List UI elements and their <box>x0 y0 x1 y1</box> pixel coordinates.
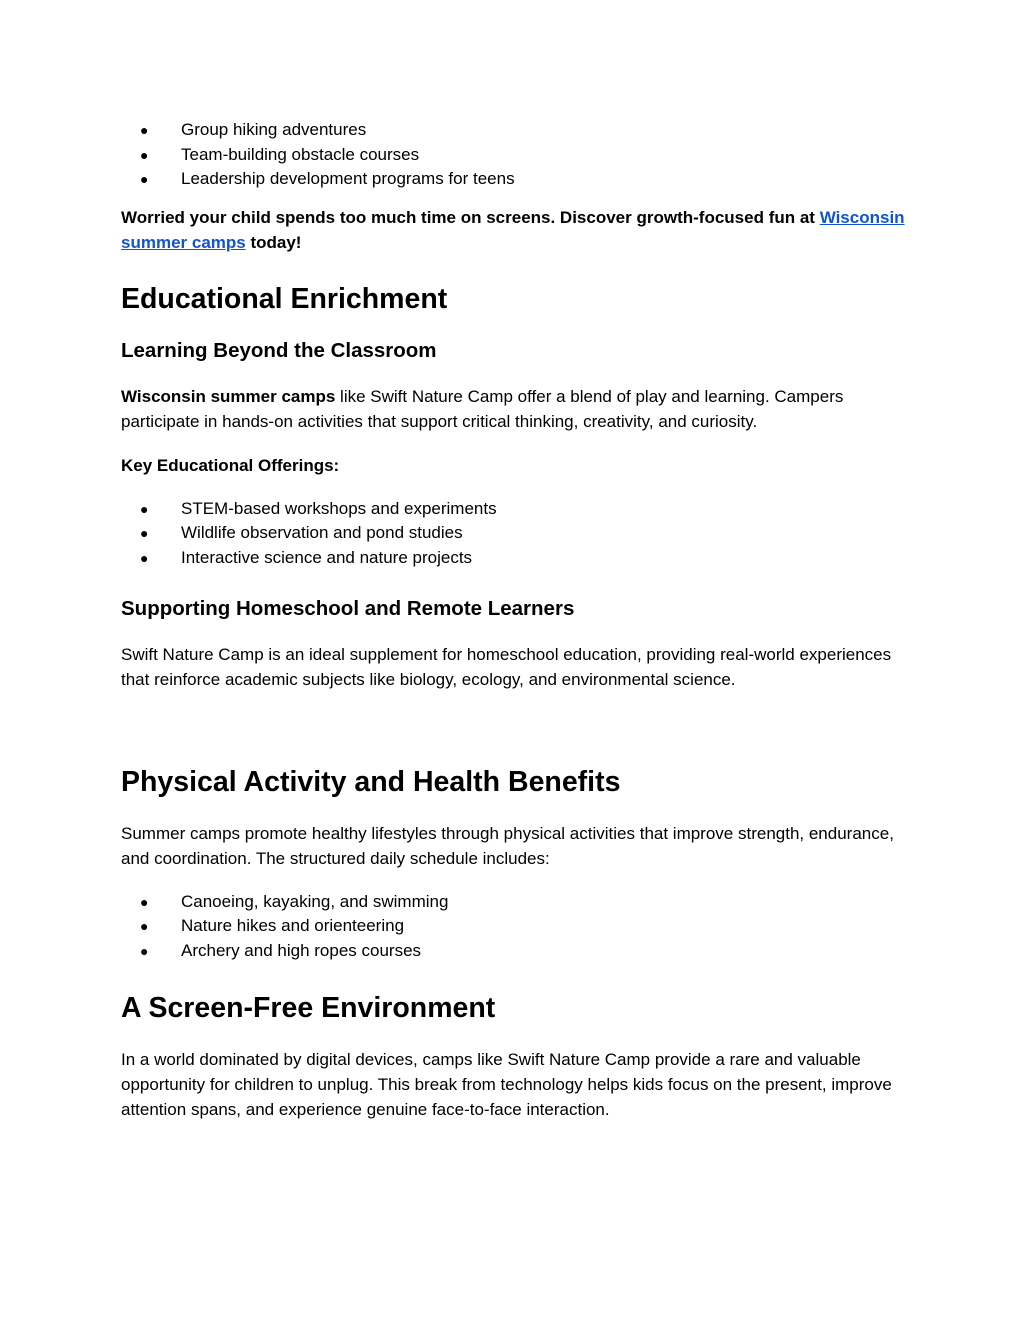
learning-beyond-classroom-heading: Learning Beyond the Classroom <box>121 338 437 362</box>
key-offerings-label: Key Educational Offerings: <box>121 455 340 475</box>
bullet-icon: ● <box>140 122 149 138</box>
bullet-icon: ● <box>140 146 149 163</box>
list-item-text: Group hiking adventures <box>181 120 367 139</box>
homeschool-paragraph: Swift Nature Camp is an ideal supplement for homeschool education, providing real-world experiences that reinforce academic subjects like biology, ecology, and environmental science. <box>121 644 892 689</box>
bullet-icon: ● <box>140 549 149 566</box>
cta-paragraph <box>121 205 921 255</box>
bullet-icon: ● <box>140 918 149 935</box>
physical-activity-heading: Physical Activity and Health Benefits <box>121 765 621 798</box>
list-item <box>121 890 921 915</box>
list-item <box>121 546 921 571</box>
list-item <box>121 118 921 143</box>
bullet-icon: ● <box>140 893 149 910</box>
learning-paragraph <box>121 384 921 434</box>
document-page <box>121 118 921 1122</box>
learning-text: like Swift Nature Camp offer a blend of play and learning. Campers participate in hands-on activities that support critical thinking, creativity, and curiosity. <box>121 386 844 431</box>
list-item-text: STEM-based workshops and experiments <box>181 498 497 518</box>
list-item-text: Leadership development programs for teens <box>181 169 515 189</box>
list-item <box>121 914 921 939</box>
physical-activity-list <box>121 890 921 964</box>
list-item <box>121 143 921 168</box>
bullet-icon: ● <box>140 500 149 517</box>
list-item-text: Interactive science and nature projects <box>181 547 473 567</box>
list-item-text: Canoeing, kayaking, and swimming <box>181 891 449 911</box>
bullet-icon: ● <box>140 942 149 959</box>
learning-bold-lead: Wisconsin summer camps <box>121 386 336 406</box>
screen-free-heading: A Screen-Free Environment <box>121 992 496 1025</box>
intro-activity-list <box>121 118 921 192</box>
list-item-text: Team-building obstacle courses <box>181 144 420 164</box>
list-item <box>121 521 921 546</box>
bullet-icon: ● <box>140 171 149 188</box>
list-item-text: Archery and high ropes courses <box>181 940 422 960</box>
cta-text-after: today! <box>245 232 302 252</box>
list-item <box>121 167 921 192</box>
wisconsin-summer-camps-link[interactable]: Wisconsin summer camps <box>121 207 905 252</box>
list-item-text: Nature hikes and orienteering <box>181 916 405 936</box>
list-item <box>121 939 921 964</box>
screen-free-paragraph: In a world dominated by digital devices, camps like Swift Nature Camp provide a rare and valuable opportunity for children to unplug. This break from technology helps kids focus on the present, improve attention spans, and experience genuine face-to-face interaction. <box>121 1050 892 1120</box>
cta-text-before: Worried your child spends too much time on screens. Discover growth-focused fun at <box>121 207 820 227</box>
list-item-text: Wildlife observation and pond studies <box>181 523 463 543</box>
bullet-icon: ● <box>140 525 149 542</box>
homeschool-heading: Supporting Homeschool and Remote Learners <box>121 596 575 620</box>
physical-activity-paragraph: Summer camps promote healthy lifestyles through physical activities that improve strength, endurance, and coordination. The structured daily schedule includes: <box>121 823 894 868</box>
educational-enrichment-heading: Educational Enrichment <box>121 282 448 315</box>
educational-offerings-list <box>121 497 921 571</box>
list-item <box>121 497 921 522</box>
